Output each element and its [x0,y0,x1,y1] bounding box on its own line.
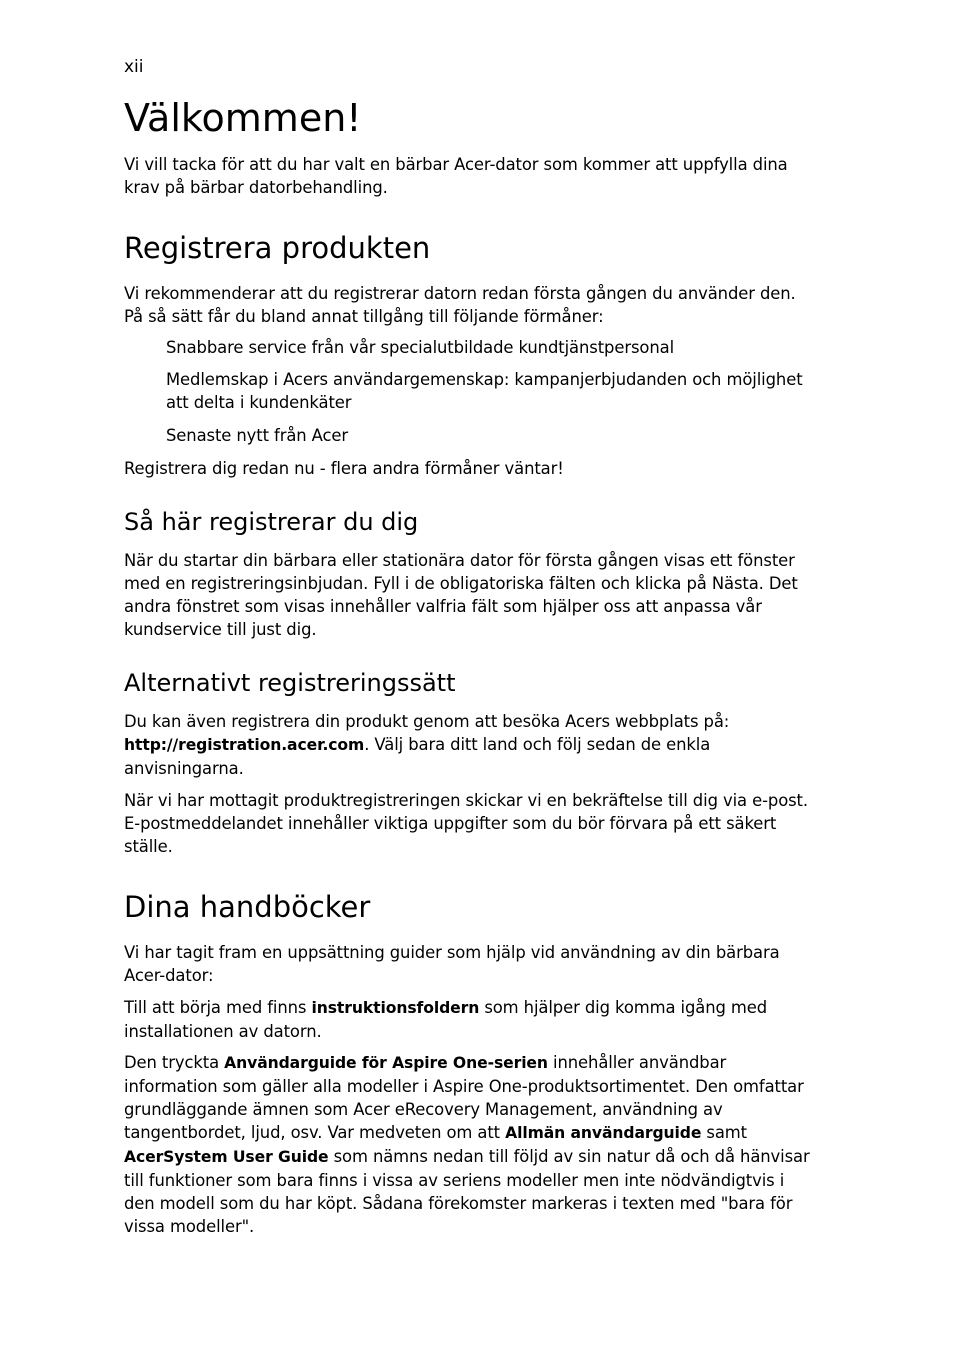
manuals-paragraph-2 [124,996,814,1043]
benefit-item: Senaste nytt från Acer [166,426,349,445]
register-closing: Registrera dig redan nu - flera andra förmåner väntar! [124,459,564,478]
welcome-intro: Vi vill tacka för att du har valt en bärbar Acer-dator som kommer att uppfylla dina krav på bärbar datorbehandling. [124,155,788,197]
bold-term: Allmän användarguide [505,1124,702,1142]
registration-link[interactable]: http://registration.acer.com [124,736,365,754]
benefit-item: Snabbare service från vår specialutbildade kundtjänstpersonal [166,338,675,357]
register-heading: Registrera produkten [124,231,431,265]
alternative-paragraph-2: När vi har mottagit produktregistreringen skickar vi en bekräftelse till dig via e-post. E-postmeddelandet innehåller viktiga uppgifter som du bör förvara på ett säkert ställe. [124,791,808,856]
bold-term: Användarguide för Aspire One-serien [224,1054,548,1072]
text-run: Till att börja med finns [124,998,312,1017]
manuals-paragraph-3 [124,1051,814,1238]
alternative-heading: Alternativt registreringssätt [124,669,456,697]
text-run: . Välj bara ditt land och följ sedan de enkla anvisningarna. [124,735,711,778]
text-run: innehåller användbar information som gäller alla modeller i Aspire One-produktsortimentet. Den omfattar grundläggande ämnen som Acer eRecovery Management, användning av tangentbordet, ljud, osv. Var medveten om att [124,1053,804,1142]
register-intro: Vi rekommenderar att du registrerar datorn redan första gången du använder den. På så sätt får du bland annat tillgång till följande förmåner: [124,284,796,326]
how-to-text: När du startar din bärbara eller stationära dator för första gången visas ett fönster med en registreringsinbjudan. Fyll i de obligatoriska fälten och klicka på Nästa. Det andra fönstret som visas innehåller valfria fält som hjälper oss att anpassa vår kundservice till just dig. [124,551,798,639]
text-run: som hjälper dig komma igång med installationen av datorn. [124,998,768,1041]
text-run: Den tryckta [124,1053,225,1072]
text-run: samt [701,1123,747,1142]
benefit-item: Medlemskap i Acers användargemenskap: kampanjerbjudanden och möjlighet att delta i kundenkäter [166,370,803,412]
bold-term: instruktionsfoldern [311,999,480,1017]
bold-term: AcerSystem User Guide [124,1148,329,1166]
manuals-paragraph-1: Vi har tagit fram en uppsättning guider som hjälp vid användning av din bärbara Acer-dator: [124,943,780,985]
text-run: som nämns nedan till följd av sin natur då och då hänvisar till funktioner som bara finns i vissa av seriens modeller men inte nödvändigtvis i den modell som du har köpt. Sådana förekomster markeras i texten med "bara för vissa modeller". [124,1147,810,1236]
manuals-heading: Dina handböcker [124,890,371,924]
how-to-heading: Så här registrerar du dig [124,508,419,536]
alternative-paragraph-1 [124,710,814,780]
text-run: Du kan även registrera din produkt genom att besöka Acers webbplats på: [124,712,730,731]
welcome-heading: Välkommen! [124,96,362,140]
page-number: xii [124,57,144,77]
